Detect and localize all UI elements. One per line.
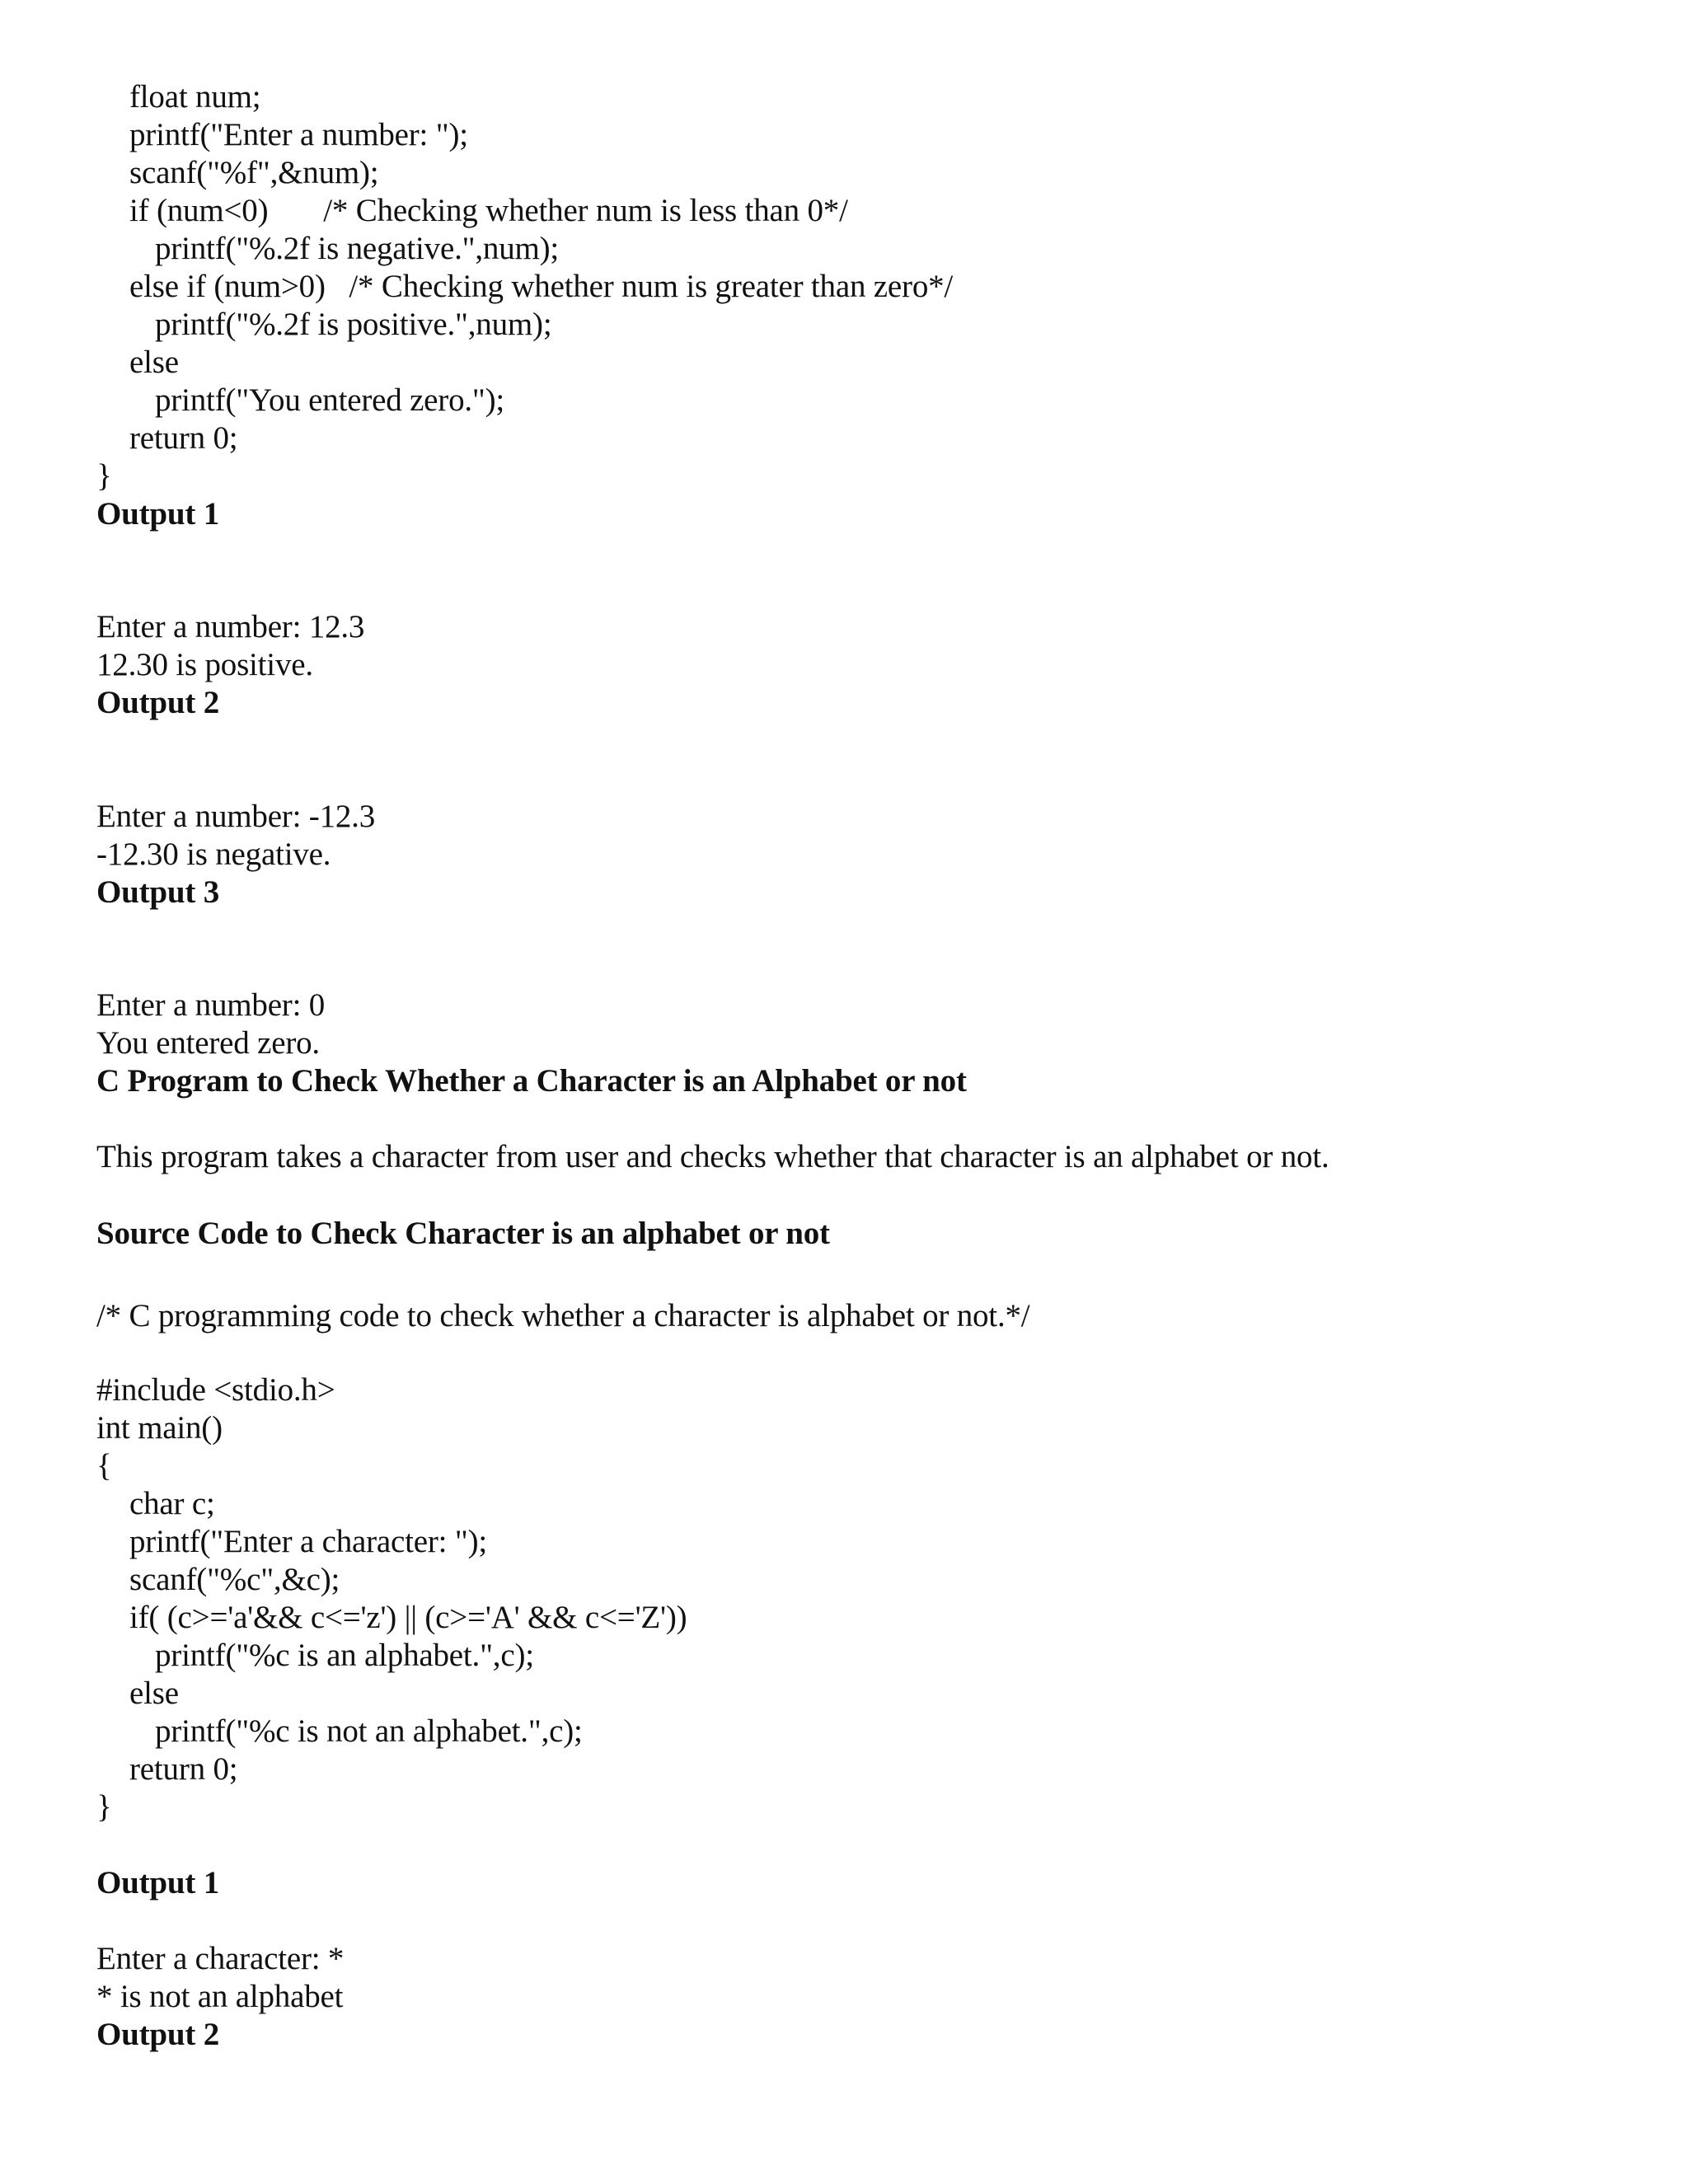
output-heading: Output 1 [96, 496, 220, 532]
output-heading: Output 2 [96, 2017, 220, 2052]
code-line: scanf("%f",&num); [129, 155, 379, 190]
output-line: * is not an alphabet [96, 1979, 344, 2014]
code-line: return 0; [129, 1751, 238, 1787]
code-line: if (num<0) /* Checking whether num is less than 0*/ [129, 193, 848, 228]
code-line: printf("%c is not an alphabet.",c); [155, 1713, 583, 1749]
code-line: printf("Enter a number: "); [129, 117, 468, 152]
code-line: else [129, 1675, 179, 1711]
code-line: } [96, 1789, 112, 1825]
code-line: scanf("%c",&c); [129, 1562, 340, 1597]
output-line: Enter a number: 0 [96, 987, 326, 1023]
output-line: You entered zero. [96, 1025, 320, 1061]
intro-paragraph: This program takes a character from user and checks whether that character is an alphabet or not. [96, 1139, 1329, 1174]
output-line: Enter a character: * [96, 1941, 345, 1976]
output-heading: Output 2 [96, 685, 220, 720]
code-line: else [129, 344, 179, 380]
code-line: char c; [129, 1486, 215, 1521]
output-heading: Output 3 [96, 874, 220, 910]
code-line: int main() [96, 1410, 223, 1446]
code-comment: /* C programming code to check whether a character is alphabet or not.*/ [96, 1298, 1030, 1333]
output-line: 12.30 is positive. [96, 647, 313, 682]
section-title: C Program to Check Whether a Character is an Alphabet or not [96, 1063, 967, 1099]
code-line: } [96, 458, 112, 494]
code-line: printf("You entered zero."); [155, 382, 505, 418]
code-line: printf("Enter a character: "); [129, 1524, 488, 1559]
code-line: float num; [129, 79, 261, 115]
output-heading: Output 1 [96, 1865, 220, 1900]
code-line: { [96, 1448, 112, 1483]
code-line: #include <stdio.h> [96, 1372, 335, 1408]
code-line: printf("%.2f is negative.",num); [155, 231, 560, 266]
output-line: Enter a number: 12.3 [96, 609, 365, 644]
source-heading: Source Code to Check Character is an alphabet or not [96, 1216, 830, 1251]
code-line: else if (num>0) /* Checking whether num is greater than zero*/ [129, 269, 954, 304]
code-line: printf("%c is an alphabet.",c); [155, 1638, 534, 1673]
output-line: -12.30 is negative. [96, 837, 331, 872]
output-line: Enter a number: -12.3 [96, 799, 376, 834]
code-line: return 0; [129, 420, 238, 456]
code-line: printf("%.2f is positive.",num); [155, 307, 552, 342]
code-line: if( (c>='a'&& c<='z') || (c>='A' && c<='Z')) [129, 1600, 687, 1635]
